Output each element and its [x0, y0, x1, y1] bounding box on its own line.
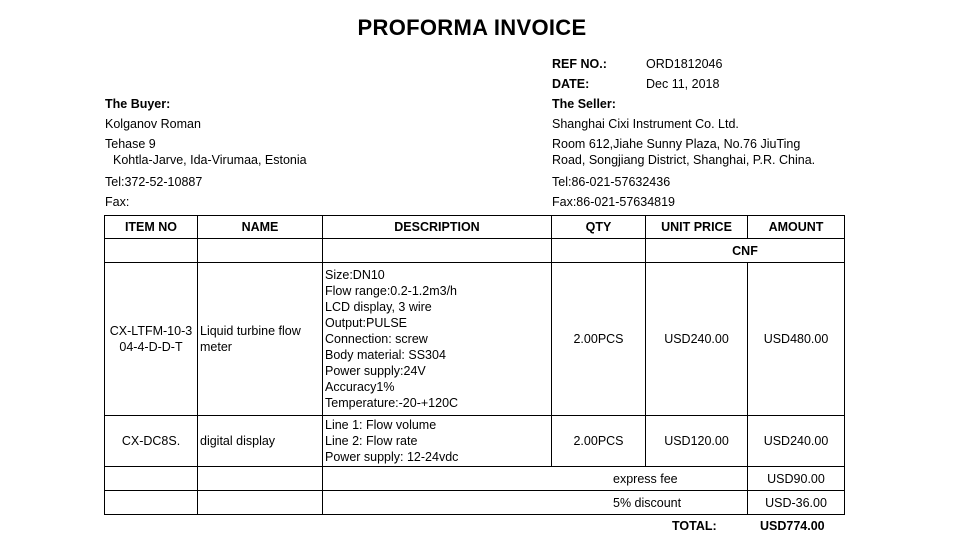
seller-address-2: Road, Songjiang District, Shanghai, P.R. China. — [552, 153, 816, 167]
express-fee-label: express fee — [323, 467, 748, 491]
express-fee-value: USD90.00 — [748, 467, 845, 491]
col-header-item-no: ITEM NO — [105, 216, 198, 239]
seller-name: Shanghai Cixi Instrument Co. Ltd. — [552, 117, 739, 131]
name-cell: digital display — [198, 416, 323, 467]
buyer-fax: Fax: — [105, 195, 130, 209]
unit-price-cell: USD120.00 — [646, 416, 748, 467]
item-no-line: 04-4-D-D-T — [119, 340, 183, 354]
unit-price-cell: USD240.00 — [646, 263, 748, 416]
item-no-cell: CX-DC8S. — [105, 416, 198, 467]
name-line: Liquid turbine flow — [200, 324, 301, 338]
table-row — [105, 416, 845, 467]
buyer-name: Kolganov Roman — [105, 117, 201, 131]
buyer-address-1: Tehase 9 — [105, 137, 156, 151]
item-no-cell — [105, 263, 198, 416]
ref-value: ORD1812046 — [646, 57, 723, 71]
total-value: USD774.00 — [760, 519, 825, 533]
page-title: PROFORMA INVOICE — [357, 15, 587, 40]
description-line: Connection: screw — [325, 332, 428, 346]
ref-label: REF NO.: — [552, 57, 607, 71]
name-line: meter — [200, 340, 232, 354]
buyer-heading: The Buyer: — [105, 97, 171, 111]
table-row — [105, 263, 845, 416]
discount-row — [105, 491, 845, 515]
seller-heading: The Seller: — [552, 97, 616, 111]
date-label: DATE: — [552, 77, 590, 91]
name-cell — [198, 263, 323, 416]
express-fee-row — [105, 467, 845, 491]
total-label: TOTAL: — [672, 519, 717, 533]
invoice-table — [104, 215, 845, 515]
amount-cell: USD480.00 — [748, 263, 845, 416]
description-line: Power supply:24V — [325, 364, 426, 378]
description-line: LCD display, 3 wire — [325, 300, 432, 314]
description-line: Flow range:0.2-1.2m3/h — [325, 284, 458, 298]
qty-cell: 2.00PCS — [552, 263, 646, 416]
col-header-unit-price: UNIT PRICE — [646, 216, 748, 239]
date-value: Dec 11, 2018 — [646, 77, 720, 91]
description-line: Temperature:-20-+120C — [325, 396, 459, 410]
col-header-qty: QTY — [552, 216, 646, 239]
qty-cell: 2.00PCS — [552, 416, 646, 467]
description-line: Output:PULSE — [325, 316, 407, 330]
description-line: Accuracy1% — [325, 380, 395, 394]
description-line: Power supply: 12-24vdc — [325, 450, 459, 464]
col-header-description: DESCRIPTION — [323, 216, 552, 239]
terms-label: CNF — [646, 239, 845, 263]
description-cell — [323, 263, 552, 416]
buyer-tel: Tel:372-52-10887 — [105, 175, 203, 189]
buyer-address-2: Kohtla-Jarve, Ida-Virumaa, Estonia — [113, 153, 307, 167]
description-line: Line 2: Flow rate — [325, 434, 418, 448]
seller-address-1: Room 612,Jiahe Sunny Plaza, No.76 JiuTing — [552, 137, 801, 151]
discount-value: USD-36.00 — [748, 491, 845, 515]
terms-row — [105, 239, 845, 263]
discount-label: 5% discount — [323, 491, 748, 515]
col-header-amount: AMOUNT — [748, 216, 845, 239]
seller-fax: Fax:86-021-57634819 — [552, 195, 676, 209]
col-header-name: NAME — [198, 216, 323, 239]
description-line: Size:DN10 — [325, 268, 385, 282]
description-line: Line 1: Flow volume — [325, 418, 437, 432]
table-header-row — [105, 216, 845, 239]
description-cell — [323, 416, 552, 467]
item-no-line: CX-LTFM-10-3 — [109, 324, 193, 338]
description-line: Body material: SS304 — [325, 348, 446, 362]
seller-tel: Tel:86-021-57632436 — [552, 175, 671, 189]
amount-cell: USD240.00 — [748, 416, 845, 467]
